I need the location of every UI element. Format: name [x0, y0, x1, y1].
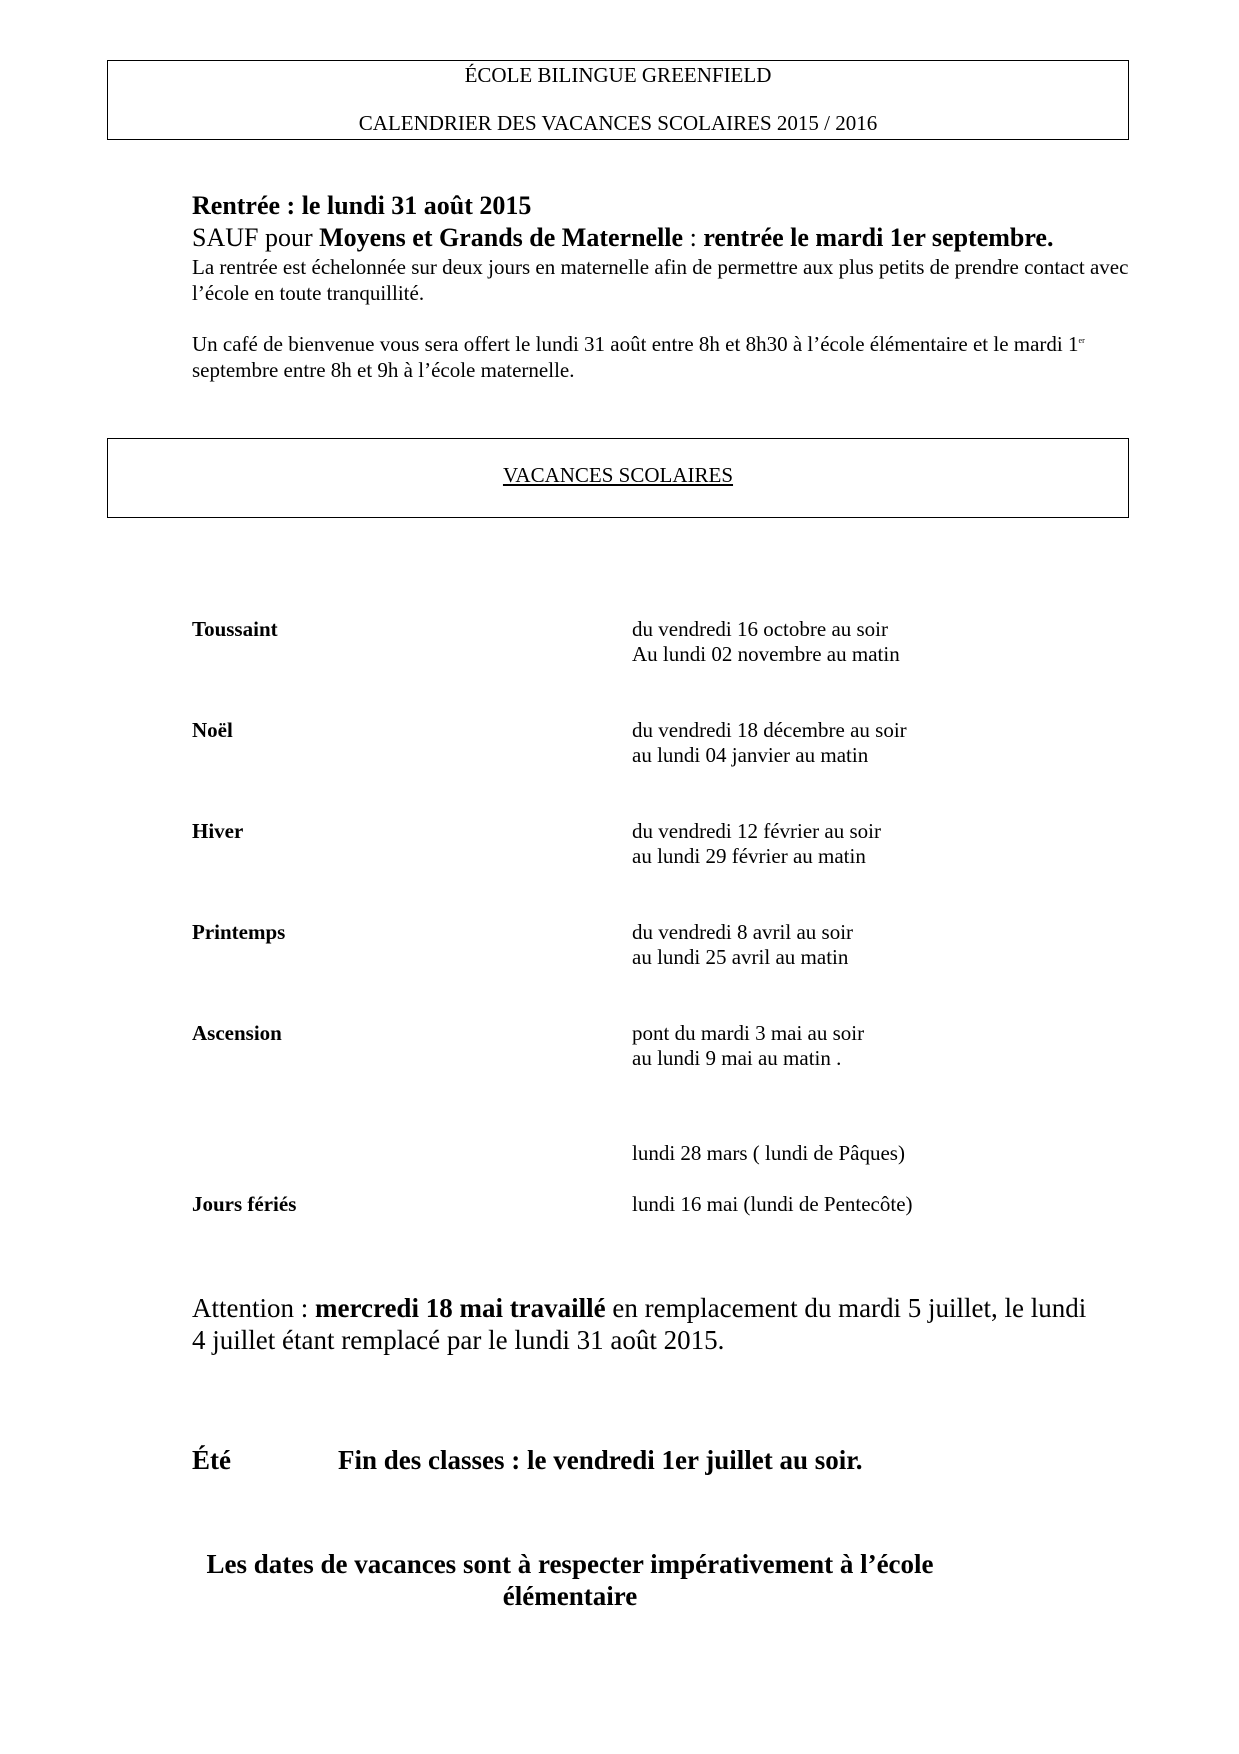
period-start: du vendredi 16 octobre au soir	[632, 617, 889, 641]
period-name-printemps: Printemps	[192, 920, 286, 944]
calendar-title: CALENDRIER DES VACANCES SCOLAIRES 2015 / 2016	[358, 111, 878, 135]
cafe-note	[192, 328, 1152, 383]
rentree-date: Rentrée : le lundi 31 août 2015	[192, 191, 532, 220]
period-end: au lundi 29 février au matin	[632, 844, 866, 868]
period-dates-hiver	[632, 819, 881, 869]
cafe-text-2: septembre entre 8h et 9h à l’école maternelle.	[192, 358, 575, 382]
footer-note: Les dates de vacances sont à respecter impérativement à l’école élémentaire	[206, 1549, 934, 1611]
ete-text: Fin des classes : le vendredi 1er juillet au soir.	[338, 1445, 863, 1475]
period-dates-noel	[632, 718, 907, 768]
attention-day: mercredi 18 mai travaillé	[315, 1293, 606, 1323]
period-start: du vendredi 12 février au soir	[632, 819, 881, 843]
period-start: pont du mardi 3 mai au soir	[632, 1021, 865, 1045]
exception-date: rentrée le mardi 1er septembre.	[703, 223, 1054, 252]
attention-rest: en remplacement du mardi 5 juillet, le lundi 4 juillet étant remplacé par le lundi 31 août 2015.	[192, 1293, 1087, 1355]
period-end: Au lundi 02 novembre au matin	[632, 642, 900, 666]
cafe-text-1: Un café de bienvenue vous sera offert le lundi 31 août entre 8h et 8h30 à l’école élémentaire et le mardi 1	[192, 332, 1079, 356]
ferie-paques: lundi 28 mars ( lundi de Pâques)	[632, 1141, 905, 1165]
period-name-hiver: Hiver	[192, 819, 244, 843]
header-box	[107, 60, 1129, 140]
period-name-ascension: Ascension	[192, 1021, 282, 1045]
period-end: au lundi 04 janvier au matin	[632, 743, 869, 767]
rentree-section	[192, 190, 1152, 383]
school-name: ÉCOLE BILINGUE GREENFIELD	[464, 63, 772, 87]
vacances-title: VACANCES SCOLAIRES	[502, 463, 734, 487]
cafe-sup: er	[1078, 336, 1085, 345]
ferie-pentecote: lundi 16 mai (lundi de Pentecôte)	[632, 1192, 913, 1216]
period-dates-printemps	[632, 920, 853, 970]
period-start: du vendredi 8 avril au soir	[632, 920, 854, 944]
period-name-feries: Jours fériés	[192, 1192, 297, 1216]
exception-classes: Moyens et Grands de Maternelle	[319, 223, 684, 252]
period-name-noel: Noël	[192, 718, 233, 742]
rentree-exception	[192, 222, 1152, 254]
period-start: du vendredi 18 décembre au soir	[632, 718, 907, 742]
vacances-box	[107, 438, 1129, 518]
period-dates-toussaint	[632, 617, 900, 667]
exception-sep: :	[683, 223, 704, 252]
period-name-toussaint: Toussaint	[192, 617, 278, 641]
attention-prefix: Attention :	[192, 1293, 315, 1323]
period-dates-ascension	[632, 1021, 864, 1071]
ete-label: Été	[192, 1445, 231, 1475]
period-end: au lundi 25 avril au matin	[632, 945, 849, 969]
attention-note	[192, 1292, 1092, 1356]
period-end: au lundi 9 mai au matin .	[632, 1046, 842, 1070]
exception-prefix: SAUF pour	[192, 223, 320, 252]
rentree-note: La rentrée est échelonnée sur deux jours en maternelle afin de permettre aux plus petits de prendre contact avec l’école en toute tranquillité.	[192, 255, 1129, 305]
